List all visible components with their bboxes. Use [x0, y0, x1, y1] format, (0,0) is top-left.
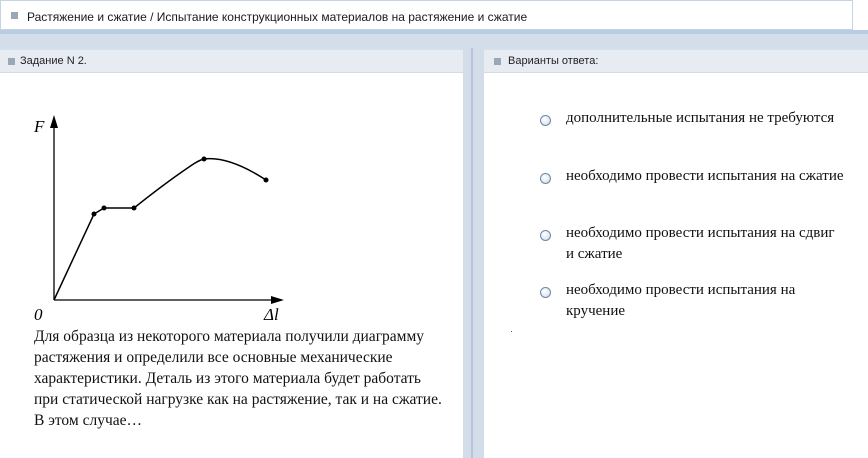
tension-curve — [54, 159, 266, 300]
radio-button[interactable] — [540, 230, 551, 241]
answer-option[interactable] — [484, 280, 868, 324]
question-text: Для образца из некоторого материала получили диаграмму растяжения и определили все основные механические характеристики. Деталь из этого материала будет работать при статической нагрузке как на растяжение, так и на сжатие. В этом случае… — [34, 328, 442, 429]
task-panel-header — [0, 50, 463, 73]
top-bar-edge — [853, 0, 868, 30]
answers-title: Варианты ответа: — [508, 55, 599, 67]
answer-option[interactable] — [484, 166, 868, 210]
radio-button[interactable] — [540, 173, 551, 184]
answers-panel — [484, 50, 868, 458]
answers-panel-header — [484, 50, 868, 73]
top-bar — [0, 0, 868, 34]
bullet-icon — [8, 58, 15, 65]
bullet-icon — [494, 58, 501, 65]
curve-point — [132, 206, 137, 211]
tension-diagram — [24, 112, 304, 322]
curve-point — [264, 178, 269, 183]
origin-label: 0 — [34, 305, 43, 322]
panel-divider — [463, 48, 484, 458]
answer-option[interactable] — [484, 108, 868, 152]
radio-button[interactable] — [540, 115, 551, 126]
breadcrumb: Растяжение и сжатие / Испытание конструкционных материалов на растяжение и сжатие — [27, 10, 528, 24]
answer-label: необходимо провести испытания на сжатие — [566, 168, 844, 184]
curve-point — [202, 157, 207, 162]
x-axis-arrow-icon — [271, 296, 284, 304]
bullet-icon — [11, 12, 18, 19]
answer-label: необходимо провести испытания на сдвиг и сжатие — [566, 225, 835, 262]
header-band — [0, 34, 868, 48]
answer-option[interactable] — [484, 223, 868, 267]
stray-dot — [511, 331, 512, 332]
radio-button[interactable] — [540, 287, 551, 298]
panel-divider-line — [471, 48, 473, 458]
x-axis-label: Δl — [264, 305, 279, 322]
task-panel — [0, 50, 463, 458]
task-title: Задание N 2. — [20, 55, 87, 67]
y-axis-arrow-icon — [50, 115, 58, 128]
answer-label: необходимо провести испытания на кручение — [566, 282, 796, 319]
answer-label: дополнительные испытания не требуются — [566, 110, 835, 126]
curve-point — [102, 206, 107, 211]
y-axis-label: F — [34, 117, 45, 136]
curve-point — [92, 212, 97, 217]
breadcrumb-bar — [0, 0, 853, 30]
